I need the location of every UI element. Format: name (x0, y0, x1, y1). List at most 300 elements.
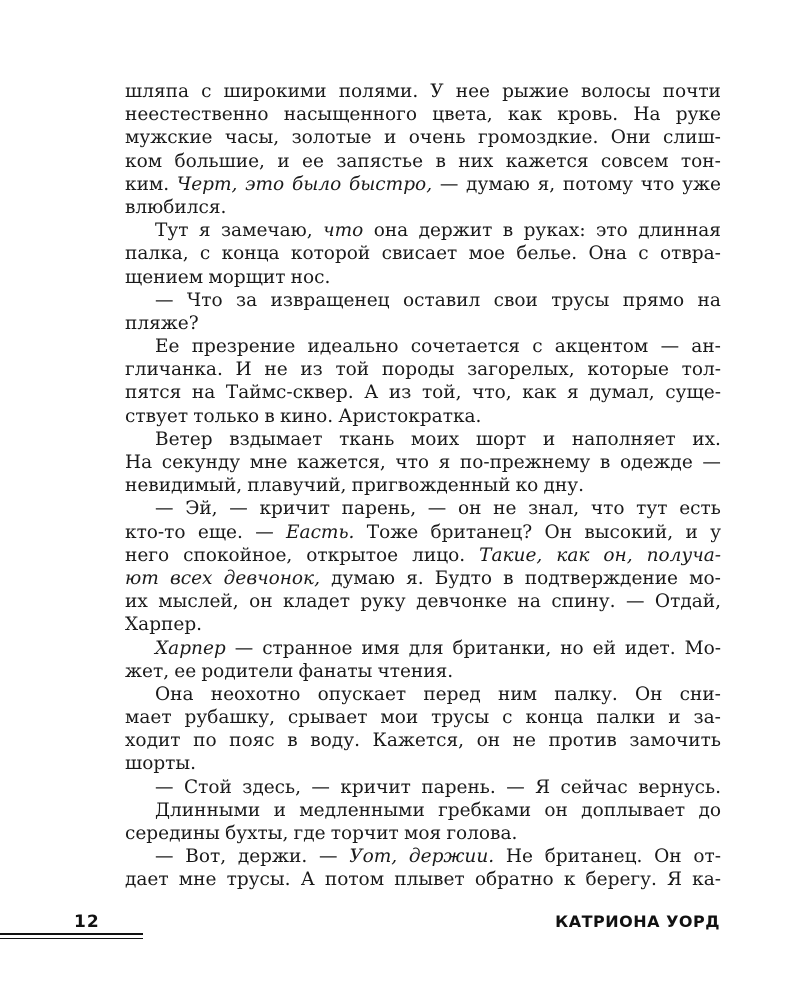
word: — (234, 637, 254, 659)
text-line (125, 521, 721, 544)
word: было (291, 173, 342, 195)
word: он (457, 498, 482, 520)
text-line (125, 613, 721, 636)
word: жет, (125, 660, 170, 682)
word: отвра- (659, 243, 721, 265)
word: всех (169, 567, 213, 589)
text-line (125, 567, 721, 590)
word: большие, (174, 150, 265, 172)
word: голова. (446, 823, 518, 844)
word: слиш- (663, 127, 721, 149)
word: гличанка. (125, 359, 223, 381)
word: пояс (229, 730, 275, 752)
word: что (323, 220, 364, 242)
word: той (335, 359, 370, 381)
word: кладет (283, 591, 350, 613)
word: в (287, 730, 298, 752)
word: мое (468, 243, 506, 265)
word: с (532, 336, 543, 358)
word: неестественно (125, 104, 269, 126)
word: — (625, 591, 645, 613)
word: с (638, 243, 649, 265)
text-line (125, 126, 721, 149)
word: моих (410, 428, 460, 450)
word: я (567, 382, 579, 404)
page-body-text (125, 80, 721, 892)
word: в (599, 452, 611, 473)
word: сейчас (560, 776, 628, 798)
text-line (125, 358, 721, 381)
word: Уот, (349, 846, 398, 868)
word: мает (125, 707, 172, 729)
word: имя (361, 637, 400, 659)
word: британец? (430, 521, 533, 543)
word: их. (692, 428, 721, 450)
word: не (512, 730, 536, 752)
word: за- (693, 707, 721, 729)
word: срывает (287, 707, 368, 729)
text-line (125, 242, 721, 265)
word: часы, (224, 127, 280, 149)
word: от- (693, 846, 721, 868)
word: Он (544, 521, 573, 543)
word: — (311, 776, 330, 798)
word: кино. (279, 405, 334, 427)
word: мужские (125, 127, 213, 149)
text-line (125, 660, 721, 683)
word: знал, (528, 498, 580, 520)
word: кричит (259, 498, 330, 520)
page-footer (0, 908, 800, 948)
word: родители (201, 660, 294, 682)
word: — (255, 521, 274, 543)
word: щением (125, 266, 204, 288)
word: свисает (381, 243, 458, 265)
word: — (506, 776, 525, 798)
word: открытое (306, 544, 399, 566)
word: Черт, (176, 173, 238, 195)
word: ствует (125, 405, 189, 427)
text-line (125, 474, 721, 497)
word: Ее (155, 336, 180, 358)
word: кровь. (557, 104, 619, 126)
word: И (235, 359, 252, 381)
word: ходит (125, 730, 181, 752)
word: Харпер. (125, 614, 203, 636)
word: шорт (475, 428, 527, 450)
word: как (507, 104, 542, 126)
word: широкими (223, 81, 327, 102)
word: торчит (330, 823, 399, 844)
word: — (439, 173, 459, 195)
word: их (125, 591, 148, 613)
word: ан- (691, 336, 721, 358)
text-line (125, 80, 721, 103)
word: он (476, 730, 501, 752)
word: Стой (183, 776, 232, 798)
footer-rule-thin (0, 938, 143, 939)
word: Я (667, 869, 682, 891)
text-line (125, 428, 721, 451)
word: замечаю, (220, 220, 313, 242)
word: той, (421, 382, 462, 404)
word: идет. (624, 637, 676, 659)
word: Длинными (155, 799, 261, 821)
word: перед (423, 683, 481, 705)
word: по (193, 730, 217, 752)
text-line (125, 266, 721, 289)
word: середины (125, 823, 220, 844)
word: я, (537, 173, 556, 195)
word: Она (155, 683, 194, 705)
word: я. (406, 567, 424, 589)
text-line (125, 752, 721, 775)
word: спокойное, (183, 544, 293, 566)
word: шляпа (125, 81, 189, 102)
word: Ветер (155, 428, 213, 450)
word: которой (290, 243, 371, 265)
word: парень. (421, 776, 496, 798)
text-line (125, 150, 721, 173)
word: ее (174, 660, 197, 682)
word: — (229, 498, 248, 520)
word: конца (221, 243, 280, 265)
word: лицо. (412, 544, 466, 566)
word: палка, (125, 243, 189, 265)
word: только (193, 405, 260, 427)
word: акцентом (554, 336, 649, 358)
word: Кажется, (372, 730, 465, 752)
word: уже (682, 173, 721, 195)
word: кто-то (125, 521, 186, 543)
word: Еасть. (286, 521, 355, 543)
word: которые (587, 359, 669, 381)
word: бухты, (225, 823, 289, 844)
word: с (502, 707, 513, 729)
word: гребками (438, 799, 532, 821)
word: Тут (155, 220, 189, 242)
word: вернусь. (638, 776, 721, 798)
word: А (300, 869, 315, 891)
word: здесь, (242, 776, 301, 798)
word: рыжие (502, 81, 569, 102)
word: запястье (336, 150, 424, 172)
word: опускает (317, 683, 407, 705)
word: сочетается (410, 336, 520, 358)
word: — (660, 336, 680, 358)
word: Он (634, 683, 663, 705)
word: что (395, 452, 429, 473)
word: Такие, (479, 544, 543, 566)
word: в (435, 150, 446, 172)
word: и (542, 428, 556, 450)
text-line (125, 868, 721, 891)
text-line (125, 451, 721, 474)
word: Будто (434, 567, 493, 589)
word: еще. (197, 521, 243, 543)
word: дну. (543, 475, 584, 497)
word: Я (535, 776, 551, 798)
word: кричит (340, 776, 411, 798)
word: но (560, 637, 584, 659)
word: суще- (665, 382, 721, 404)
word: У (430, 81, 444, 102)
word: Аристократка. (338, 405, 482, 427)
word: Не (505, 846, 533, 868)
text-line (125, 683, 721, 706)
word: дает (125, 869, 169, 891)
word: что, (472, 382, 512, 404)
word: кажется, (297, 452, 386, 473)
text-line (125, 335, 721, 358)
word: шорты. (125, 753, 197, 775)
word: обратно (474, 869, 554, 891)
word: цвета, (432, 104, 493, 126)
word: — (155, 289, 174, 311)
word: спину. (551, 591, 616, 613)
word: плавучий, (247, 475, 347, 497)
word: думал, (589, 382, 655, 404)
word: где (293, 823, 326, 844)
word: пятся (125, 382, 182, 404)
text-line (125, 196, 721, 219)
text-line (125, 405, 721, 428)
word: вздымает (229, 428, 323, 450)
word: держии. (408, 846, 495, 868)
text-line (125, 544, 721, 567)
word: На (633, 104, 661, 126)
word: руке (675, 104, 721, 126)
word: — (155, 846, 174, 868)
word: быстро, (348, 173, 433, 195)
text-line (125, 173, 721, 196)
word: она (373, 220, 409, 242)
word: полями. (338, 81, 419, 102)
word: высокий, (584, 521, 674, 543)
word: неохотно (210, 683, 301, 705)
word: к (563, 869, 576, 891)
word: на (191, 382, 216, 404)
word: из (300, 359, 323, 381)
word: трусы (551, 289, 610, 311)
word: мне (249, 452, 288, 473)
word: парень, (341, 498, 417, 520)
word: не (493, 498, 517, 520)
word: держит (418, 220, 493, 242)
word: он (249, 591, 273, 613)
word: плывет (394, 869, 465, 891)
word: девчонке (416, 591, 508, 613)
text-line (125, 799, 721, 822)
word: кажется (505, 150, 589, 172)
word: Они (610, 127, 651, 149)
text-line (125, 706, 721, 729)
word: как (556, 544, 590, 566)
word: оставил (402, 289, 481, 311)
word: за (236, 289, 258, 311)
word: волосы (581, 81, 651, 102)
word: я (198, 220, 211, 242)
word: ко (515, 475, 539, 497)
word: ют (125, 567, 159, 589)
word: ком (125, 150, 163, 172)
word: моя (403, 823, 442, 844)
word: британки, (452, 637, 552, 659)
page-number: 12 (74, 912, 100, 932)
word: белье. (516, 243, 578, 265)
word: руках: (523, 220, 586, 242)
word: золотые (291, 127, 372, 149)
word: рубашку, (184, 707, 275, 729)
word: из (388, 382, 412, 404)
word: нее (455, 81, 490, 102)
word: как (522, 382, 557, 404)
word: Он (654, 846, 682, 868)
word: есть (679, 498, 721, 520)
word: тол- (681, 359, 721, 381)
word: Эй, (185, 498, 218, 520)
text-line (125, 497, 721, 520)
word: по-прежнему (459, 452, 591, 473)
word: мо- (689, 567, 721, 589)
word: нос. (290, 266, 331, 288)
word: конца (525, 707, 584, 729)
word: трусы (431, 707, 490, 729)
word: пляже? (125, 312, 199, 334)
word: длинная (638, 220, 721, 242)
word: думаю (466, 173, 530, 195)
word: получа- (646, 544, 721, 566)
word: на (697, 289, 721, 311)
word: я (438, 452, 451, 473)
word: доплывает (581, 799, 686, 821)
word: что (590, 498, 625, 520)
word: и (384, 127, 397, 149)
word: руку (360, 591, 406, 613)
word: ей (592, 637, 616, 659)
word: странное (262, 637, 353, 659)
word: ким. (125, 173, 170, 195)
word: невидимый, (125, 475, 243, 497)
text-line (125, 637, 721, 660)
word: — (427, 498, 447, 520)
word: Харпер (155, 637, 226, 659)
word: почти (662, 81, 721, 102)
word: свои (493, 289, 538, 311)
word: в (503, 567, 514, 589)
word: насыщенного (283, 104, 417, 126)
word: А (364, 382, 379, 404)
text-line (125, 219, 721, 242)
word: ткань (339, 428, 395, 450)
word: Тоже (366, 521, 419, 543)
word: Что (186, 289, 223, 311)
word: ним (498, 683, 538, 705)
word: презрение (191, 336, 296, 358)
word: — (702, 452, 721, 473)
word: совсем (600, 150, 669, 172)
word: палку. (554, 683, 618, 705)
running-head-author: КАТРИОНА УОРД (555, 912, 720, 931)
word: одежде (619, 452, 693, 473)
word: влюбился. (125, 196, 227, 218)
word: Таймс-сквер. (225, 382, 354, 404)
word: в (502, 220, 514, 242)
word: пригвожденный (351, 475, 511, 497)
word: мои (380, 707, 419, 729)
word: замочить (629, 730, 721, 752)
word: наполняет (571, 428, 676, 450)
word: Мо- (684, 637, 721, 659)
word: На (125, 452, 153, 473)
word: секунду (161, 452, 241, 473)
word: мне (178, 869, 217, 891)
word: Она (588, 243, 627, 265)
word: у (710, 521, 721, 543)
word: громоздкие. (477, 127, 599, 149)
word: тут (636, 498, 668, 520)
word: против (548, 730, 617, 752)
word: с (201, 81, 212, 102)
text-line (125, 103, 721, 126)
word: ка- (692, 869, 721, 891)
word: для (408, 637, 444, 659)
word: воду. (310, 730, 360, 752)
word: — (155, 498, 174, 520)
word: ее (302, 150, 324, 172)
word: извращенец (270, 289, 390, 311)
word: сни- (679, 683, 721, 705)
word: британец. (544, 846, 643, 868)
word: Вот, (185, 846, 227, 868)
text-line (125, 776, 721, 799)
word: потом (324, 869, 385, 891)
word: фанаты (298, 660, 373, 682)
text-line (125, 289, 721, 312)
word: прямо (622, 289, 685, 311)
word: что (640, 173, 675, 195)
text-line (125, 381, 721, 404)
text-line (125, 312, 721, 335)
word: него (125, 544, 170, 566)
word: палки (596, 707, 656, 729)
word: загорелых, (467, 359, 575, 381)
text-line (125, 822, 721, 845)
word: он (544, 799, 568, 821)
word: и (277, 150, 290, 172)
word: мыслей, (158, 591, 239, 613)
word: них (458, 150, 494, 172)
word: до (698, 799, 721, 821)
word: это (245, 173, 285, 195)
word: с (199, 243, 211, 265)
word: — (155, 776, 174, 798)
text-line (125, 590, 721, 613)
word: трусы. (226, 869, 291, 891)
word: тон- (680, 150, 721, 172)
word: очень (408, 127, 466, 149)
word: и (668, 707, 681, 729)
word: думаю (331, 567, 395, 589)
word: подтверждение (524, 567, 679, 589)
word: идеально (307, 336, 399, 358)
word: берегу. (585, 869, 657, 891)
footer-rule-thick (0, 933, 143, 935)
word: потому (562, 173, 634, 195)
word: держи. (237, 846, 308, 868)
text-line (125, 845, 721, 868)
word: чтения. (377, 660, 454, 682)
